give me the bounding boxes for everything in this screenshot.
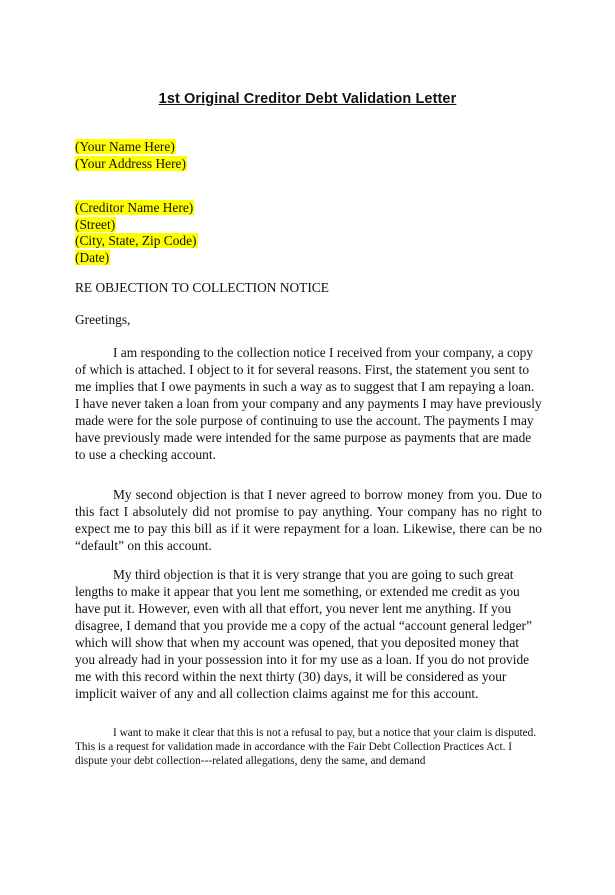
sender-block bbox=[75, 139, 187, 172]
paragraph-third-objection: My third objection is that it is very strange that you are going to such great lengths to make it appear that you lent me something, or extended me credit as you have put it. However, even with all that effort, you never lent me anything. If you disagree, I demand that you provide me a copy of the actual “account general ledger” which will show that when my account was opened, that you deposited money that you already had in your possession into it for my use as a loan. If you do not provide me with this record within the next thirty (30) days, it will be considered as your implicit waiver of any and all collection claims against me for this account. bbox=[75, 567, 532, 701]
paragraph-second-objection: My second objection is that I never agreed to borrow money from you. Due to this fact I absolutely did not promise to pay anything. Your company has no right to expect me to pay this bill as if it were repayment for a loan. Likewise, there can be no “default” on this account. bbox=[75, 487, 542, 553]
sender-name: (Your Name Here) bbox=[75, 139, 175, 154]
creditor-street: (Street) bbox=[75, 216, 116, 232]
creditor-name: (Creditor Name Here) bbox=[75, 200, 194, 215]
sender-address: (Your Address Here) bbox=[75, 155, 186, 171]
letter-greeting: Greetings, bbox=[75, 312, 131, 327]
letter-date: (Date) bbox=[75, 249, 110, 265]
letter-title: 1st Original Creditor Debt Validation Letter bbox=[158, 91, 457, 107]
paragraph-dispute-notice: I want to make it clear that this is not a refusal to pay, but a notice that your claim is disputed. This is a request for validation made in accordance with the Fair Debt Collection Practices Act. I dispute your debt collection---related allegations, deny the same, and demand bbox=[75, 727, 537, 768]
creditor-city-state-zip: (City, State, Zip Code) bbox=[75, 233, 197, 248]
paragraph-first-objection: I am responding to the collection notice I received from your company, a copy of which is attached. I object to it for several reasons. First, the statement you sent to me implies that I owe payments in such a way as to suggest that I am repaying a loan. I have never taken a loan from your company and any payments I may have previously made were for the sole purpose of continuing to use the account. The payments I may have previously made were intended for the same purpose as payments that are made to use a checking account. bbox=[75, 345, 542, 462]
letter-subject: RE OBJECTION TO COLLECTION NOTICE bbox=[75, 280, 329, 295]
recipient-block bbox=[75, 200, 198, 266]
